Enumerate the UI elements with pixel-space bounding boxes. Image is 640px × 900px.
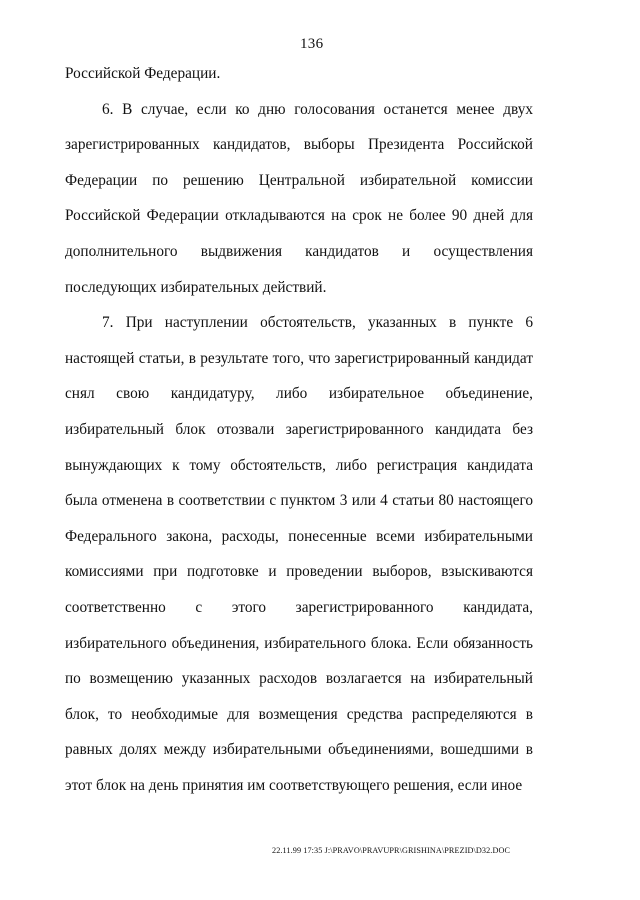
page-number: 136 bbox=[300, 36, 324, 52]
file-path-footer: 22.11.99 17:35 J:\PRAVO\PRAVUPR\GRISHINA\PREZID\D32.DOC bbox=[272, 846, 511, 855]
paragraph-continuation: Российской Федерации. bbox=[65, 65, 221, 82]
paragraph-item-7: 7. При наступлении обстоятельств, указанных в пункте 6 настоящей статьи, в результате того, что зарегистрированный кандидат снял свою кандидатуру, либо избирательное объединение, избирательный блок отозвали зарегистрированного кандидата без вынуждающих к тому обстоятельств, либо регистрация кандидата была отменена в соответствии с пунктом 3 или 4 статьи 80 настоящего Федерального закона, расходы, понесенные всеми избирательными комиссиями при подготовке и проведении выборов, взыскиваются соответственно с этого зарегистрированного кандидата, избирательного объединения, избирательного блока. Если обязанность по возмещению указанных расходов возлагается на избирательный блок, то необходимые для возмещения средства распределяются в равных долях между избирательными объединениями, вошедшими в этот блок на день принятия им соответствующего решения, если иное bbox=[65, 314, 533, 794]
paragraph-item-6: 6. В случае, если ко дню голосования останется менее двух зарегистрированных кандидатов, выборы Президента Российской Федерации по решению Центральной избирательной комиссии Российской Федерации откладываются на срок не более 90 дней для дополнительного выдвижения кандидатов и осуществления последующих избирательных действий. bbox=[65, 100, 533, 296]
document-body bbox=[65, 56, 533, 803]
